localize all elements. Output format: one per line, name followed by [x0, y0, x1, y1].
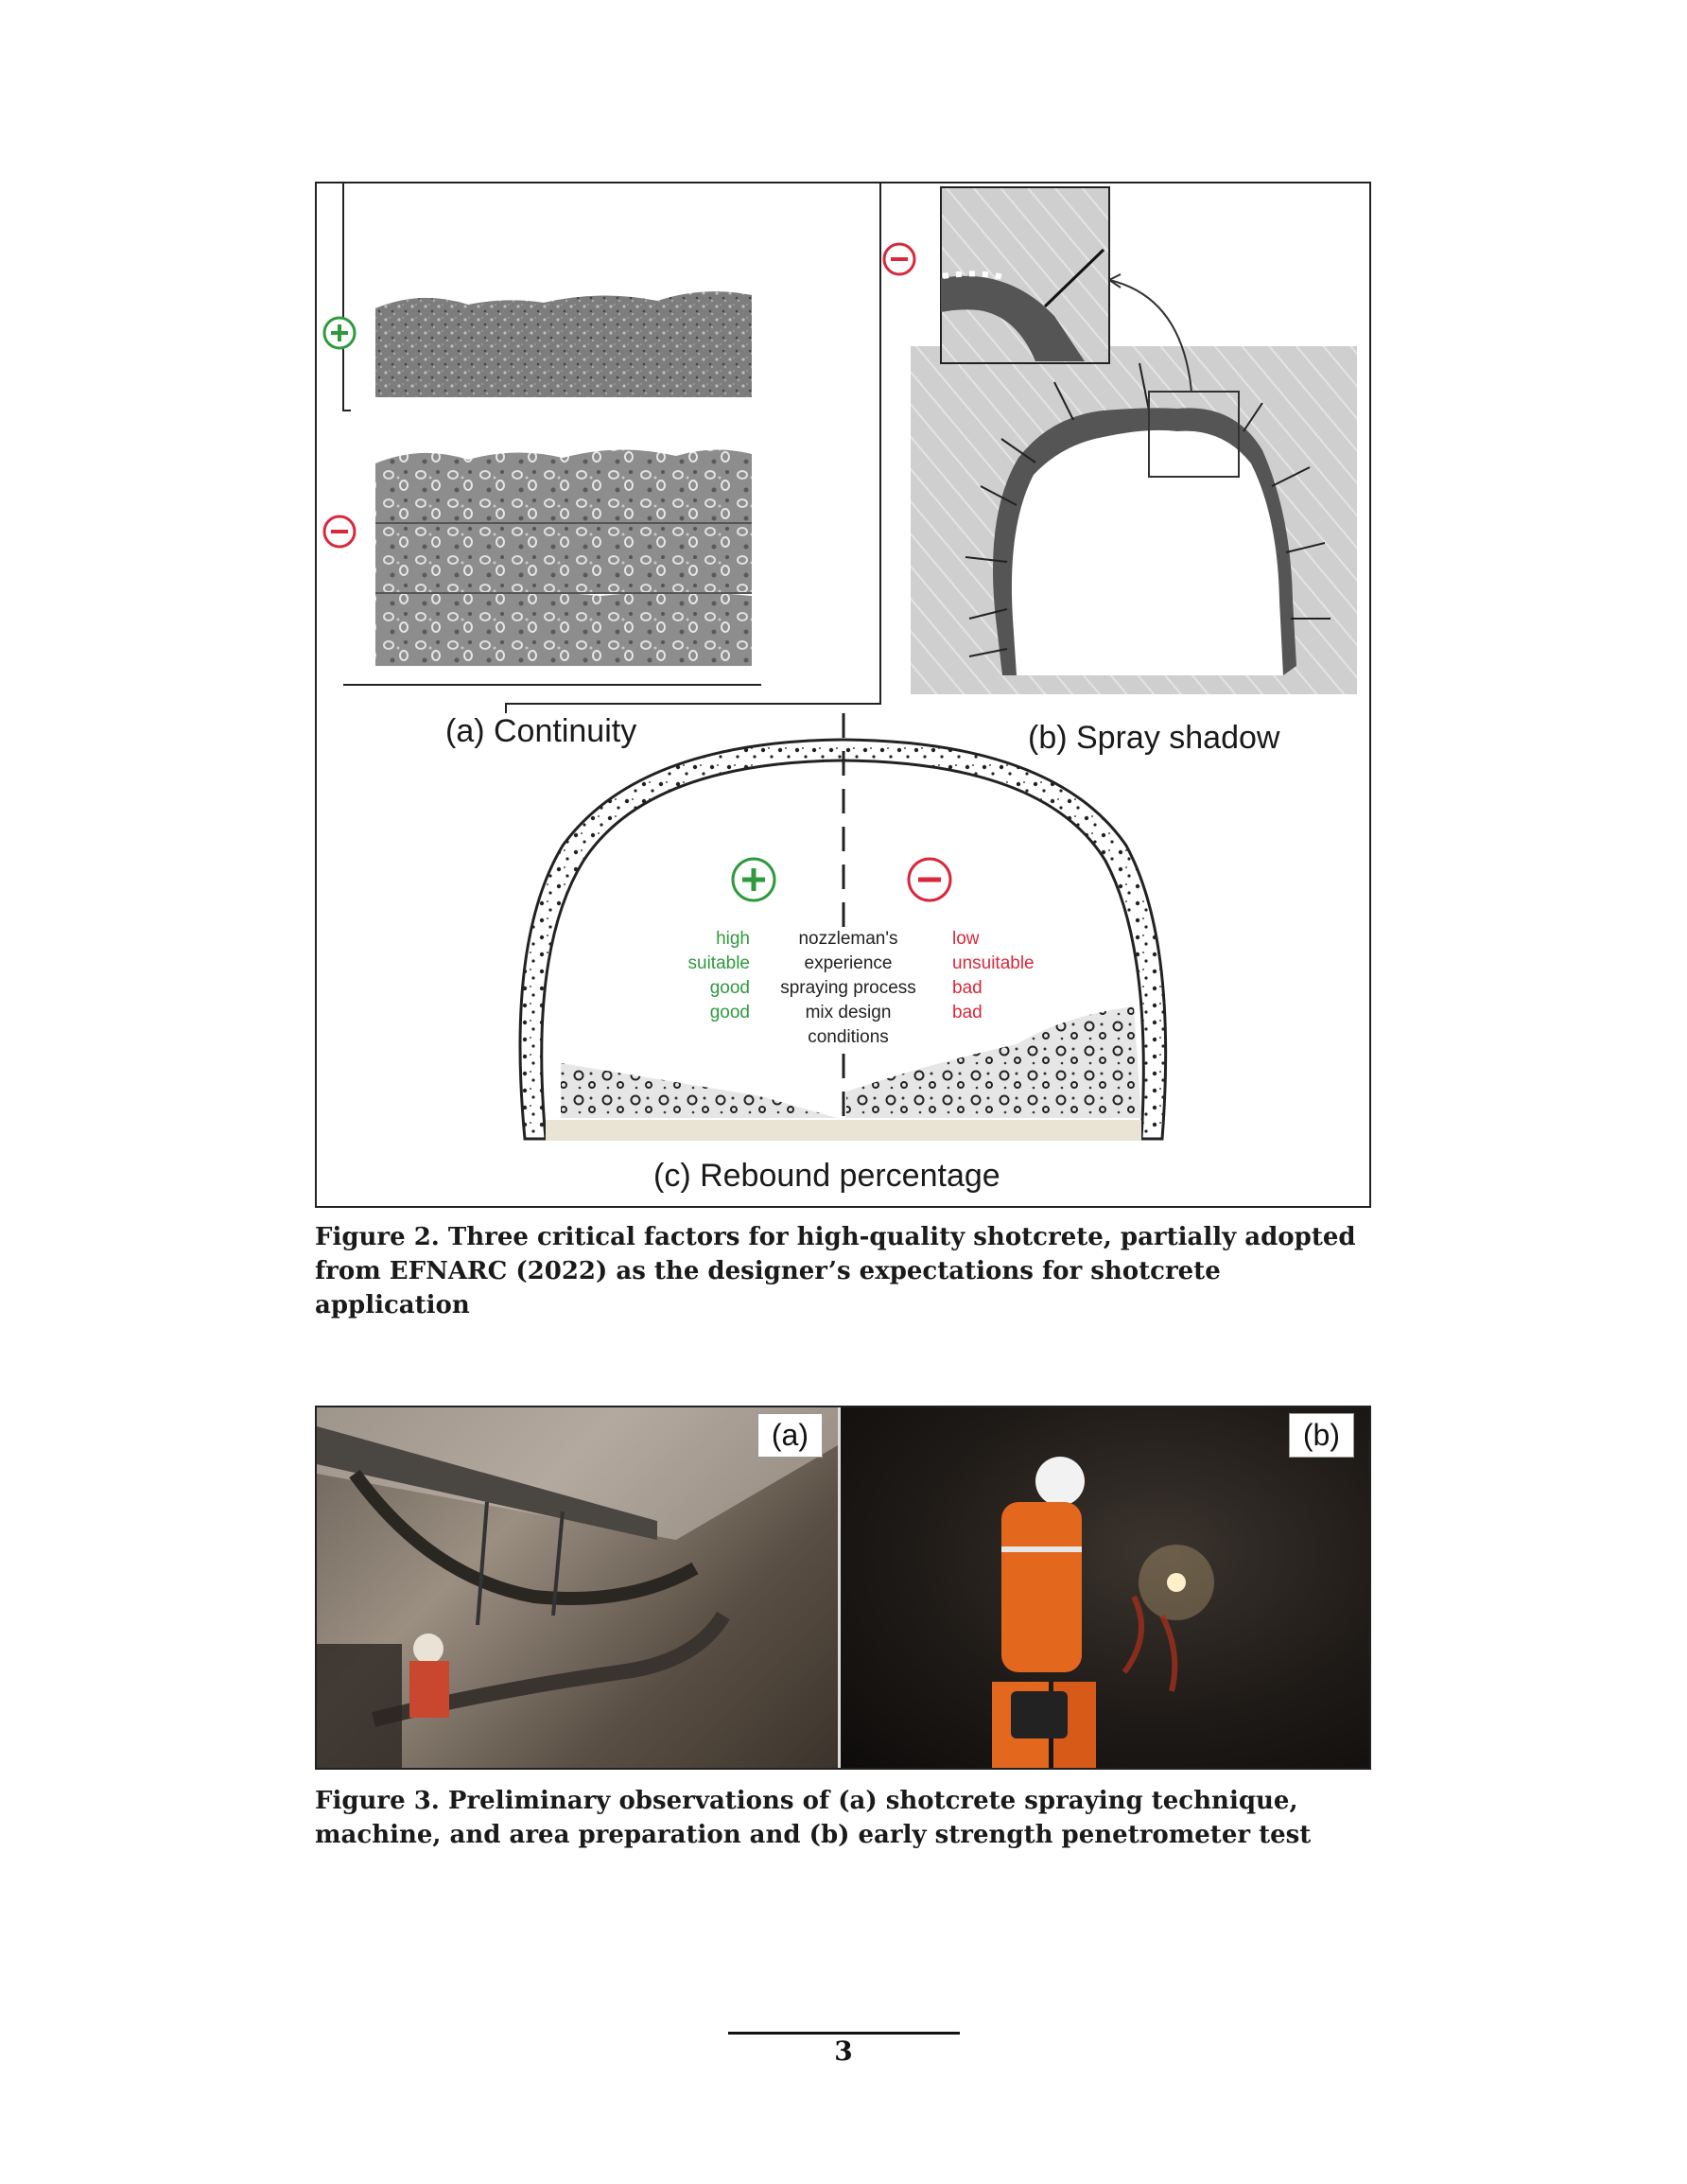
plus-item: high — [716, 929, 750, 949]
layer-top — [375, 449, 752, 522]
plus-icon — [733, 859, 774, 900]
minus-item: bad — [952, 1003, 983, 1022]
photo-a-spraying — [317, 1407, 838, 1768]
single-layer-shotcrete — [375, 291, 752, 397]
minus-column — [952, 927, 1066, 1025]
panel-b-label: (b) Spray shadow — [1028, 720, 1280, 756]
zoom-inset — [941, 187, 1109, 363]
factor-item: nozzleman's experience — [798, 929, 898, 973]
plus-icon — [324, 318, 355, 348]
photo-a-tag: (a) — [757, 1413, 823, 1458]
minus-icon — [324, 516, 355, 547]
figure-2-caption: Figure 2. Three critical factors for high-quality shotcrete, partially adopted from EFNARC (2022) as the designer’s expectations for shotcrete application — [315, 1223, 1356, 1319]
plus-item: good — [709, 978, 750, 998]
minus-item: bad — [952, 978, 983, 998]
figure-2-graphic — [317, 183, 1369, 1206]
minus-icon — [909, 859, 950, 900]
rebound-pile-low — [561, 1063, 837, 1118]
photo-b-penetrometer — [841, 1407, 1369, 1768]
factor-column — [754, 927, 943, 1050]
panel-a-continuity — [324, 183, 880, 713]
page-number: 3 — [834, 2035, 853, 2067]
figure-3-caption: Figure 3. Preliminary observations of (a) shotcrete spraying technique, machine, and area preparation and (b) early strength penetrometer test — [315, 1787, 1312, 1849]
figure-2 — [315, 182, 1371, 1208]
factor-item: spraying process — [780, 978, 916, 998]
photo-b-tag: (b) — [1289, 1413, 1354, 1458]
photo-a-illustration — [317, 1407, 838, 1770]
tunnel-floor — [546, 1120, 1141, 1141]
minus-item: low — [952, 929, 980, 949]
plus-item: good — [709, 1003, 750, 1022]
footer-rule — [728, 2032, 960, 2035]
plus-item: suitable — [687, 953, 750, 973]
photo-b-illustration — [841, 1407, 1369, 1770]
panel-b-spray-shadow — [884, 187, 1357, 694]
minus-item: unsuitable — [952, 953, 1035, 973]
minus-icon — [884, 244, 914, 274]
plus-column — [638, 927, 750, 1025]
figure-3 — [315, 1406, 1371, 1770]
layer-bottom — [375, 590, 752, 666]
panel-a-label: (a) Continuity — [445, 713, 637, 749]
panel-c-label: (c) Rebound percentage — [653, 1158, 1000, 1194]
layer-middle — [375, 519, 752, 592]
factor-item: mix design — [805, 1003, 892, 1022]
factor-item: conditions — [808, 1027, 889, 1047]
